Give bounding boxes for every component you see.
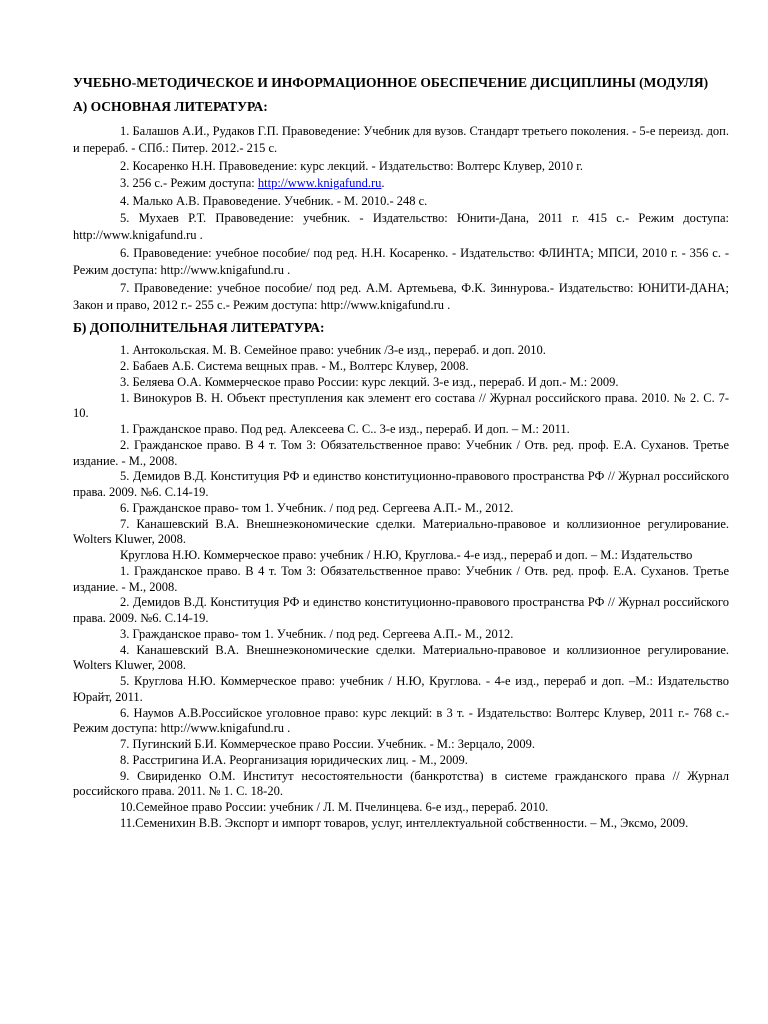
list-item: Круглова Н.Ю. Коммерческое право: учебник / Н.Ю, Круглова.- 4-е изд., перераб и доп. – М.: Издательство xyxy=(120,548,693,563)
list-item: 4. Канашевский В.А. Внешнеэкономические сделки. Материально-правовое и коллизионное регулирование. Wolters Kluwer, 2008. xyxy=(73,642,729,673)
list-item: 8. Расстригина И.А. Реорганизация юридических лиц. - М., 2009. xyxy=(120,752,468,767)
section-b-heading: Б) ДОПОЛНИТЕЛЬНАЯ ЛИТЕРАТУРА: xyxy=(73,320,325,336)
list-item: 1. Гражданское право. В 4 т. Том 3: Обязательственное право: Учебник / Отв. ред. проф. Е.А. Суханов. Третье издание. - М., 2008. xyxy=(73,563,729,594)
page-title: УЧЕБНО-МЕТОДИЧЕСКОЕ И ИНФОРМАЦИОННОЕ ОБЕСПЕЧЕНИЕ ДИСЦИПЛИНЫ (МОДУЛЯ) xyxy=(73,75,709,90)
section-a-heading: А) ОСНОВНАЯ ЛИТЕРАТУРА: xyxy=(73,99,268,114)
document-content xyxy=(73,74,729,832)
list-item: 2. Гражданское право. В 4 т. Том 3: Обязательственное право: Учебник / Отв. ред. проф. Е.А. Суханов. Третье издание. - М., 2008. xyxy=(73,437,729,468)
list-item: 5. Демидов В.Д. Конституция РФ и единство конституционно-правового пространства РФ // Журнал российского права. 2009. №6. С.14-19. xyxy=(73,469,729,500)
list-item: 1. Гражданское право. Под ред. Алексеева С. С.. 3-е изд., перераб. И доп. – М.: 2011. xyxy=(120,422,570,437)
list-item: 1. Винокуров В. Н. Объект преступления как элемент его состава // Журнал российского права. 2010. № 2. С. 7-10. xyxy=(73,390,729,421)
list-item: 2. Демидов В.Д. Конституция РФ и единство конституционно-правового пространства РФ // Журнал российского права. 2009. №6. С.14-19. xyxy=(73,595,729,626)
knigafund-link[interactable]: http://www.knigafund.ru xyxy=(257,176,382,191)
list-item: 6. Наумов А.В.Российское уголовное право: курс лекций: в 3 т. - Издательство: Волтерс Клувер, 2011 г.- 768 с.- Режим доступа: http://www.knigafund.ru . xyxy=(73,705,729,736)
list-item: 3. Гражданское право- том 1. Учебник. / под ред. Сергеева А.П.- М., 2012. xyxy=(120,626,514,641)
list-item: 2. Косаренко Н.Н. Правоведение: курс лекций. - Издательство: Волтерс Клувер, 2010 г. xyxy=(120,158,584,173)
list-item: 1. Антокольская. М. В. Семейное право: учебник /3-е изд., перераб. и доп. 2010. xyxy=(120,343,546,358)
list-item: 1. Балашов А.И., Рудаков Г.П. Правоведение: Учебник для вузов. Стандарт третьего поколения. - 5-е переизд. доп. и перераб. - СПб.: Питер. 2012.- 215 с. xyxy=(73,124,729,156)
list-item: 5. Круглова Н.Ю. Коммерческое право: учебник / Н.Ю, Круглова. - 4-е изд., перераб и доп. –М.: Издательство Юрайт, 2011. xyxy=(73,674,729,704)
list-item: 7. Правоведение: учебное пособие/ под ред. А.М. Артемьева, Ф.К. Зиннурова.- Издательство: ЮНИТИ-ДАНА; Закон и право, 2012 г.- 255 с.- Режим доступа: http://www.knigafund.ru . xyxy=(73,280,729,313)
list-item: 2. Бабаев А.Б. Система вещных прав. - М., Волтерс Клувер, 2008. xyxy=(120,359,469,374)
list-item: 11.Семенихин В.В. Экспорт и импорт товаров, услуг, интеллектуальной собственности. – М., Эксмо, 2009. xyxy=(120,815,689,830)
additional-literature-list xyxy=(73,343,729,831)
list-item: 7. Канашевский В.А. Внешнеэкономические сделки. Материально-правовое и коллизионное регулирование. Wolters Kluwer, 2008. xyxy=(73,516,729,547)
list-item: 4. Малько А.В. Правоведение. Учебник. - М. 2010.- 248 с. xyxy=(120,193,428,208)
list-item: 9. Свириденко О.М. Институт несостоятельности (банкротства) в системе гражданского права // Журнал российского права. 2011. № 1. С. 18-20. xyxy=(73,768,729,799)
list-item: 10.Семейное право России: учебник / Л. М. Пчелинцева. 6-е изд., перераб. 2010. xyxy=(120,800,549,815)
list-item: 5. Мухаев Р.Т. Правоведение: учебник. - Издательство: Юнити-Дана, 2011 г. 415 с.- Режим доступа: http://www.knigafund.ru . xyxy=(73,211,729,243)
list-item: 7. Пугинский Б.И. Коммерческое право России. Учебник. - М.: Зерцало, 2009. xyxy=(120,737,535,752)
list-item-text: 3. 256 с.- Режим доступа: xyxy=(120,176,258,191)
main-literature-list xyxy=(73,123,729,314)
list-item: 6. Гражданское право- том 1. Учебник. / под ред. Сергеева А.П.- М., 2012. xyxy=(120,500,514,515)
list-item-suffix: . xyxy=(381,176,385,191)
list-item: 6. Правоведение: учебное пособие/ под ред. Н.Н. Косаренко. - Издательство: ФЛИНТА; МПСИ, 2010 г. - 356 с. - Режим доступа: http://www.knigafund.ru . xyxy=(73,245,729,278)
list-item: 3. Беляева О.А. Коммерческое право России: курс лекций. 3-е изд., перераб. И доп.- М.: 2009. xyxy=(120,374,619,389)
list-item xyxy=(73,175,729,192)
